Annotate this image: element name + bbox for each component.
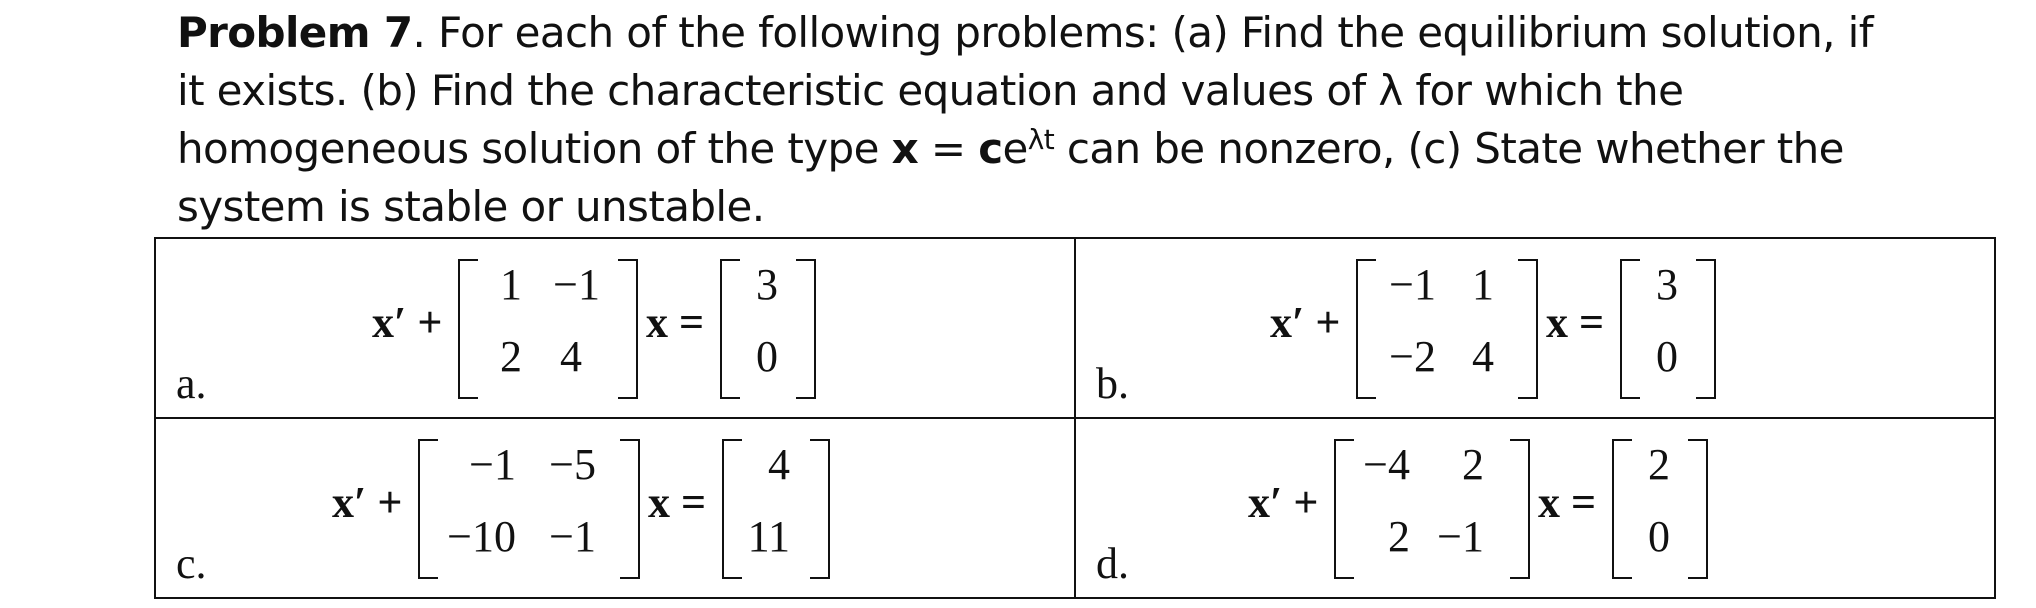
e-symbol: e xyxy=(1002,124,1028,173)
matrix-right-bracket xyxy=(1510,439,1530,579)
matrix-c-22: −1 xyxy=(549,512,596,561)
matrix-c-12: −5 xyxy=(549,440,596,489)
cell-label-d: d. xyxy=(1096,539,1129,588)
vector-d-1: 2 xyxy=(1648,440,1670,489)
x-equals: x = xyxy=(648,478,707,527)
problem-line-2: it exists. (b) Find the characteristic equation and values of λ for which the xyxy=(177,66,1684,115)
matrix-b-11: −1 xyxy=(1389,260,1436,309)
matrix-b-12: 1 xyxy=(1472,260,1494,309)
vector-right-bracket xyxy=(810,439,830,579)
vector-left-bracket xyxy=(1620,259,1640,399)
matrix-left-bracket xyxy=(1356,259,1376,399)
vector-right-bracket xyxy=(796,259,816,399)
matrix-c-11: −1 xyxy=(469,440,516,489)
problem-line-3b: can be nonzero, (c) State whether the xyxy=(1054,124,1844,173)
matrix-b-22: 4 xyxy=(1472,332,1494,381)
vector-c-1: 4 xyxy=(768,440,790,489)
matrix-left-bracket xyxy=(1334,439,1354,579)
vector-a-2: 0 xyxy=(756,332,778,381)
matrix-c-21: −10 xyxy=(447,512,516,561)
matrix-left-bracket xyxy=(458,259,478,399)
vector-b-2: 0 xyxy=(1656,332,1678,381)
vector-right-bracket xyxy=(1696,259,1716,399)
x-prime-plus: x′ + xyxy=(1270,298,1341,347)
vector-b-1: 3 xyxy=(1656,260,1678,309)
x-equals: x = xyxy=(646,298,705,347)
matrix-a-11: 1 xyxy=(500,260,522,309)
vector-d-2: 0 xyxy=(1648,512,1670,561)
x-prime-plus: x′ + xyxy=(372,298,443,347)
problem-title: Problem 7 xyxy=(177,8,413,57)
matrix-d-22: −1 xyxy=(1437,512,1484,561)
equals-symbol: = xyxy=(918,124,979,173)
problem-statement xyxy=(177,4,1997,236)
matrix-right-bracket xyxy=(618,259,638,399)
bold-x-symbol: x xyxy=(891,124,919,173)
matrix-d-12: 2 xyxy=(1462,440,1484,489)
vector-right-bracket xyxy=(1688,439,1708,579)
matrix-right-bracket xyxy=(1518,259,1538,399)
exponent-lambda-t: λt xyxy=(1027,123,1055,156)
problem-line-3a: homogeneous solution of the type xyxy=(177,124,892,173)
x-prime-plus: x′ + xyxy=(1248,478,1319,527)
x-equals: x = xyxy=(1546,298,1605,347)
matrix-b-21: −2 xyxy=(1389,332,1436,381)
matrix-a-21: 2 xyxy=(500,332,522,381)
vector-c-2: 11 xyxy=(747,512,790,561)
problem-line-1: . For each of the following problems: (a) Find the equilibrium solution, if xyxy=(412,8,1873,57)
cell-d xyxy=(1075,418,1995,598)
cell-b xyxy=(1075,238,1995,418)
vector-left-bracket xyxy=(720,259,740,399)
cell-label-a: a. xyxy=(176,359,207,408)
cell-label-c: c. xyxy=(176,539,207,588)
matrix-left-bracket xyxy=(418,439,438,579)
bold-c-symbol: c xyxy=(978,124,1003,173)
vector-a-1: 3 xyxy=(756,260,778,309)
cell-label-b: b. xyxy=(1096,359,1129,408)
matrix-a-12: −1 xyxy=(553,260,600,309)
problems-table xyxy=(154,237,1996,599)
matrix-right-bracket xyxy=(620,439,640,579)
x-prime-plus: x′ + xyxy=(332,478,403,527)
x-equals: x = xyxy=(1538,478,1597,527)
matrix-d-11: −4 xyxy=(1363,440,1410,489)
cell-a xyxy=(155,238,1075,418)
matrix-d-21: 2 xyxy=(1388,512,1410,561)
matrix-a-22: 4 xyxy=(560,332,582,381)
vector-left-bracket xyxy=(1612,439,1632,579)
cell-c xyxy=(155,418,1075,598)
problem-line-4: system is stable or unstable. xyxy=(177,182,765,231)
